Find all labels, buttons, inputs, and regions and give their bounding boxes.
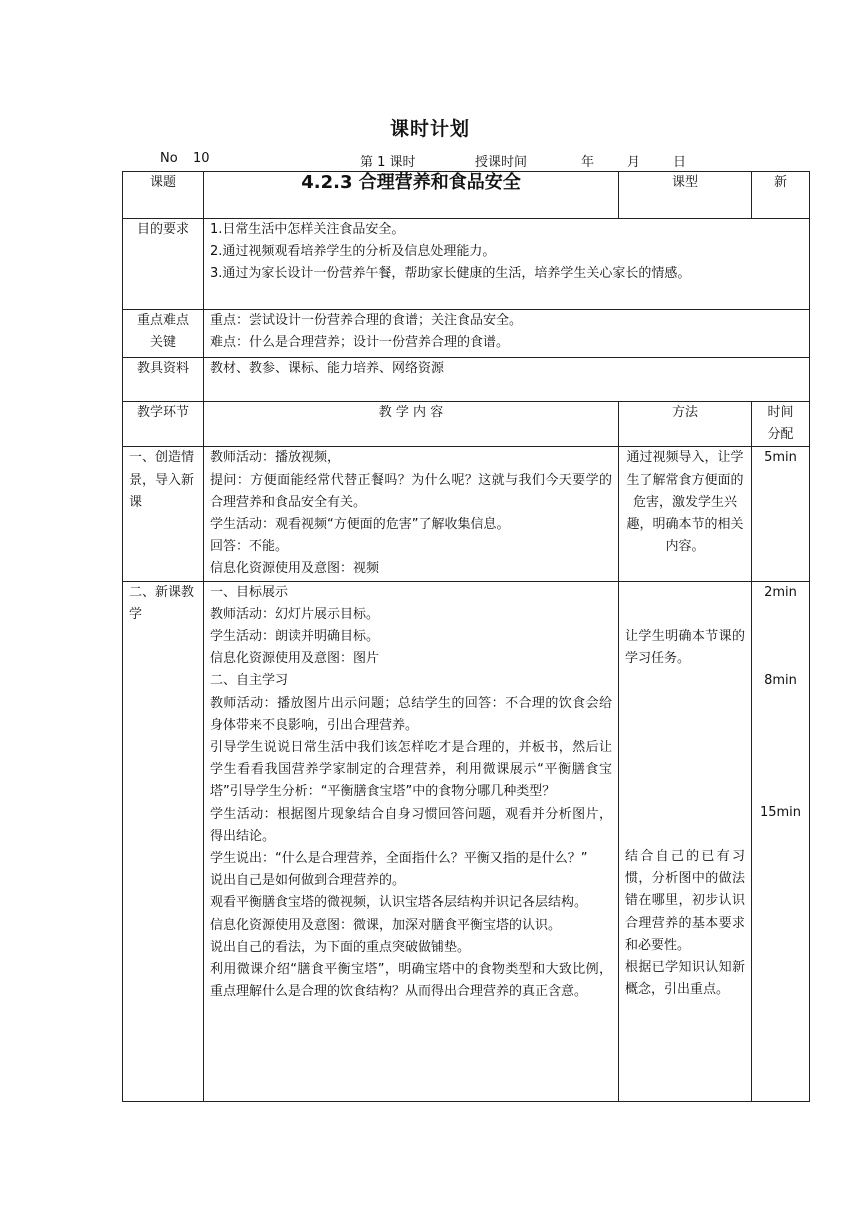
content-line: 学生活动：观看视频“方便面的危害”了解收集信息。 [210,517,510,533]
content-line: 信息化资源使用及意图：视频 [210,561,380,577]
content-line: 说出自己的看法，为下面的重点突破做铺垫。 [210,939,471,955]
content-line: 教师活动：幻灯片展示目标。 [210,606,380,622]
lesson-type-value: 新 [752,172,810,219]
day-label: 日 [673,155,687,170]
lesson-title: 4.2.3 合理营养和食品安全 [204,172,619,219]
content-line: 提问：方便面能经常代替正餐吗？为什么呢？这就与我们今天要学的合理营养和食品安全有关。 [210,472,612,510]
goals-content [204,219,810,310]
section-intro-content [204,447,619,581]
key-points-content [204,310,810,358]
time-value: 15min [759,805,802,821]
content-header: 教 学 内 容 [204,402,619,447]
topic-label: 课题 [123,172,204,219]
content-line: 教师活动：播放视频， [210,450,341,466]
method-header: 方法 [619,402,752,447]
content-line: 回答：不能。 [210,539,289,555]
goal-item: 3.通过为家长设计一份营养午餐，帮助家长健康的生活，培养学生关心家长的情感。 [210,266,691,282]
time-value: 8min [764,672,797,688]
content-line: 引导学生说说日常生活中我们该怎样吃才是合理的，并板书，然后让学生看看我国营养学家制定的合理营养，利用微课展示“平衡膳食宝塔”引导学生分析：“平衡膳食宝塔”中的食物分哪几种类型？ [210,740,612,800]
materials-label: 教具资料 [123,358,204,402]
lesson-type-label: 课型 [619,172,752,219]
content-line: 二、自主学习 [210,673,289,689]
content-line: 一、目标展示 [210,584,289,600]
difficult-point: 难点：什么是合理营养；设计一份营养合理的食谱。 [210,335,510,351]
goals-row [123,219,810,310]
number-value: 10 [193,151,210,166]
content-line: 观看平衡膳食宝塔的微视频，认识宝塔各层结构并识记各层结构。 [210,895,588,911]
document-title: 课时计划 [389,118,470,140]
goal-item: 2.通过视频观看培养学生的分析及信息处理能力。 [210,244,496,260]
materials-content: 教材、教参、课标、能力培养、网络资源 [204,358,810,402]
key-point: 重点：尝试设计一份营养合理的食谱；关注食品安全。 [210,313,523,328]
section-new-row [123,581,810,1101]
content-line: 利用微课介绍“膳食平衡宝塔”，明确宝塔中的食物类型和大致比例，重点理解什么是合理的饮食结构？从而得出合理营养的真正含意。 [210,962,612,1000]
column-header-row [123,402,810,447]
year-label: 年 [581,155,595,170]
section-intro-stage: 一、创造情景，导入新课 [123,447,204,581]
section-intro-row [123,447,810,581]
content-line: 说出自己是如何做到合理营养的。 [210,873,406,889]
key-points-label: 重点难点 关键 [123,310,204,358]
section-new-times [752,581,810,1101]
section-new-method [619,581,752,1101]
goals-label: 目的要求 [123,219,204,310]
section-new-content [204,581,619,1101]
stage-header: 教学环节 [123,402,204,447]
content-line: 学生说出：“什么是合理营养，全面指什么？平衡又指的是什么？” [210,851,588,867]
lesson-number: 第 1 课时 [360,155,416,170]
content-line: 信息化资源使用及意图：微课，加深对膳食平衡宝塔的认识。 [210,917,562,933]
key-points-row [123,310,810,358]
teach-time-label: 授课时间 [475,155,528,170]
section-intro-time: 5min [752,447,810,581]
section-new-stage: 二、新课教学 [123,581,204,1101]
meta-line [0,151,860,171]
content-line: 信息化资源使用及意图：图片 [210,651,380,667]
section-intro-method: 通过视频导入，让学生了解常食方便面的危害，激发学生兴趣，明确本节的相关内容。 [619,447,752,581]
content-line: 学生活动：根据图片现象结合自身习惯回答问题，观看并分析图片，得出结论。 [210,806,612,844]
method-note: 结合自己的已有习惯，分析图中的做法错在哪里，初步认识合理营养的基本要求和必要性。 [625,849,745,953]
number-label: No [160,151,178,166]
content-line: 教师活动：播放图片出示问题；总结学生的回答：不合理的饮食会给身体带来不良影响，引出合理营养。 [210,695,612,733]
goal-item: 1.日常生活中怎样关注食品安全。 [210,222,405,237]
month-label: 月 [627,155,641,170]
method-note: 让学生明确本节课的学习任务。 [625,628,745,666]
time-value: 2min [764,584,797,600]
content-line: 学生活动：朗读并明确目标。 [210,629,380,645]
topic-row [123,172,810,219]
lesson-plan-table [122,171,810,1102]
method-note: 根据已学知识认知新概念，引出重点。 [625,960,745,998]
materials-row [123,358,810,402]
time-header: 时间 分配 [752,402,810,447]
